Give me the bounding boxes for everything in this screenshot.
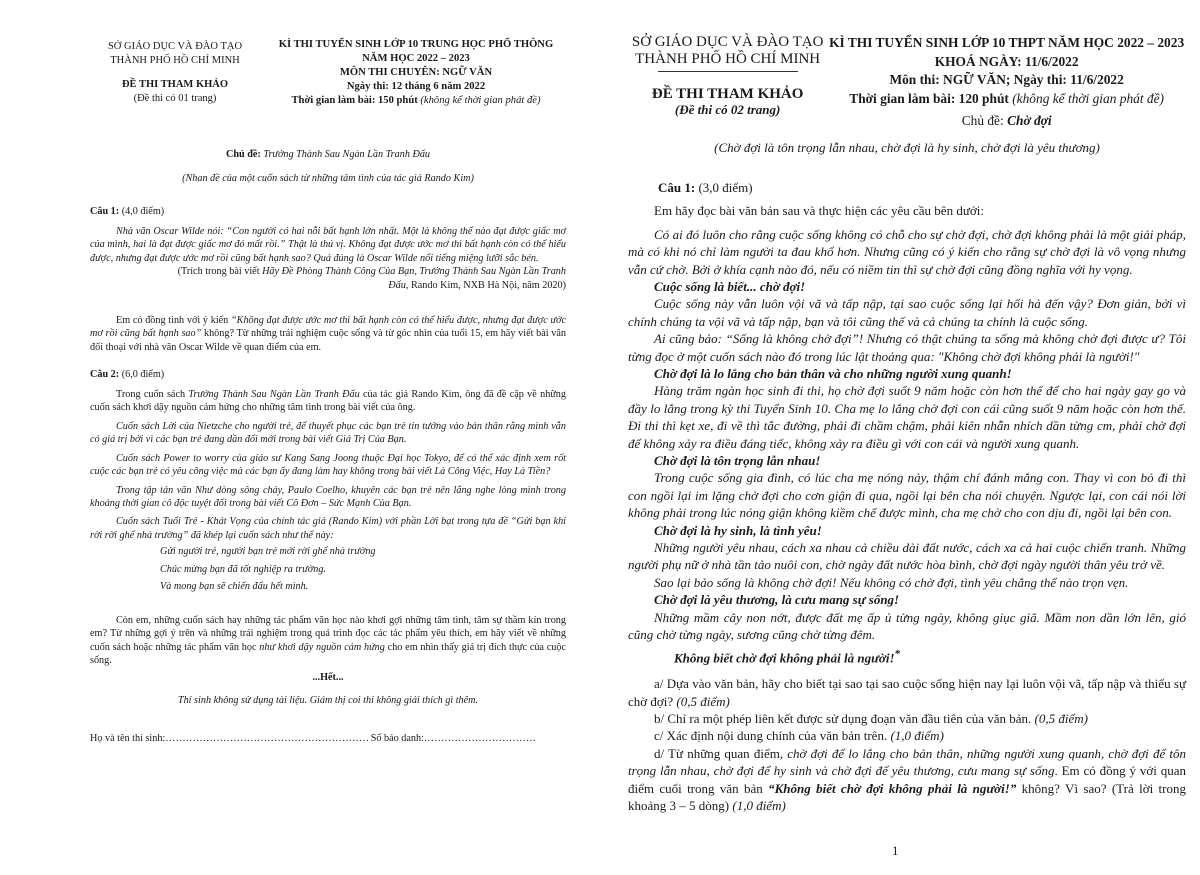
question-d-a: d/ Từ những quan điểm, xyxy=(654,745,788,761)
passage-heading-2: Chờ đợi là lo lắng cho bản thân và cho những người xung quanh! xyxy=(654,365,1012,381)
q2-poem-line3: Và mong bạn sẽ chiến đấu hết mình. xyxy=(160,581,309,593)
left-header xyxy=(90,38,566,108)
passage-para-3: Hàng trăm ngàn học sinh đi thi, họ chờ đợi suốt 9 năm hoặc còn hơn thế để cho hai ngày gay go và đầy lo lắng trong kỳ thi Tuyển Sinh 10. Cha mẹ lo lắng chờ đợi con cái cũng suốt 9 năm hoặc còn hơn thế. Đi thi thì kẹt xe, đi về thì tắc đường, phải đi chầm chậm, phải kiên nhẫn nhích dần từng cm, phải chờ đợi để không xảy ra điều đáng tiếc, không xảy ra điều gì với con cái và người xung quanh. xyxy=(628,383,1186,451)
left-header-department xyxy=(90,40,260,108)
q2-p1-a: Trong cuốn sách xyxy=(116,388,189,400)
q1-label: Câu 1: xyxy=(90,206,120,218)
passage-para-6: Sao lại bảo sống là không chờ đợi! Nếu không có chờ đợi, tình yêu chẳng thể nào trọn vẹn. xyxy=(654,574,1129,590)
passage-intro: Có ai đó luôn cho rằng cuộc sống không có chỗ cho sự chờ đợi, chờ đợi không phải là một giải pháp, mà có khi nó chỉ làm người ta đau khổ hơn. Nhưng cũng có ý kiến cho rằng sự chờ đợi là vô vọng nhưng vẫn cứ chờ. Bởi ở khía cạnh nào đó, nếu có niềm tin thì sự chờ đợi cũng đồng nghĩa với hy vọng. xyxy=(628,226,1186,277)
question-b: b/ Chỉ ra một phép liên kết được sử dụng đoạn văn đầu tiên của văn bản. xyxy=(654,711,1035,727)
question-d-quote: “Không biết chờ đợi không phải là người!” xyxy=(768,780,1017,796)
question-b-points: (0,5 điểm) xyxy=(1034,711,1088,727)
exam-title: KÌ THI TUYỂN SINH LỚP 10 THPT NĂM HỌC 2022 – 2023 xyxy=(829,35,1185,50)
candidate-number-field: Số báo danh:…………………………… xyxy=(370,732,536,744)
passage-heading-1: Cuộc sống là biết... chờ đợi! xyxy=(654,278,806,294)
right-exam-page xyxy=(600,0,1200,875)
passage-para-1: Cuộc sống này vẫn luôn vội vã và tấp nập, tại sao cuộc sống lại hối hả đến vậy? Đơn giản, bởi vì chính chúng ta vội vã và tấp nập, bạn và tôi cũng thế và cả chúng ta chính là cuộc sống. xyxy=(628,296,1186,329)
passage-heading-5: Chờ đợi là yêu thương, là cưu mang sự sống! xyxy=(654,592,900,608)
course-date: KHOÁ NGÀY: 11/6/2022 xyxy=(934,53,1079,69)
question-d-points: (1,0 điểm) xyxy=(732,798,786,814)
q2-poem-line2: Chúc mừng bạn đã tốt nghiệp ra trường. xyxy=(160,563,326,575)
exam-subject: MÔN THI CHUYÊN: NGỮ VĂN xyxy=(339,66,493,78)
exam-type: ĐỀ THI THAM KHẢO xyxy=(121,78,229,90)
question-a-points: (0,5 điểm) xyxy=(676,693,730,709)
q2-task-a: Còn em, những cuốn sách hay những tác phẩm văn học nào khơi gợi những tâm tình, tâm sự thầm kín trong em? Từ những gợi ý trên và những trải nghiệm trong quá trình đọc các tác phẩm yêu thích, em hãy viết về những cuốn sách hoặc những tác phẩm văn học xyxy=(90,614,566,653)
right-header xyxy=(628,34,1186,131)
q2-p4: Trong tập tản văn Như dòng sông chảy, Paulo Coelho, khuyên các bạn trẻ nên lắng nghe lòng mình trong khoảng thời gian cô độc tuyệt đối trong bài viết Cô Đơn – Sức Mạnh Của Bạn. xyxy=(90,484,566,510)
school-year: NĂM HỌC 2022 – 2023 xyxy=(362,52,470,64)
q1-points: (4,0 điểm) xyxy=(119,206,165,218)
exam-date: Ngày thi: 12 tháng 6 năm 2022 xyxy=(346,80,486,92)
q2-label: Câu 2: xyxy=(90,369,120,381)
q1-quote: Nhà văn Oscar Wilde nói: “Con người có hai nỗi bất hạnh lớn nhất. Một là không thể nào đạt được giấc mơ của mình, hai là đạt được giấc mơ đó mất rồi.” Thật là thú vị. Không đạt được ước mơ thì bất hạnh còn có thể hiểu được, nhưng đạt được ước mơ rồi cũng bất hạnh sao? Quả đúng là Oscar Wilde nổi tiếng miệng lưỡi sắc bén. xyxy=(90,225,566,264)
q2-p1-c: của tác giả Rando Kim, ông đã đề cập về những cuốn sách khơi dậy nguồn cảm hứng cho những tâm tình trong bài viết của ông. xyxy=(90,388,566,414)
passage-heading-3: Chờ đợi là tôn trọng lẫn nhau! xyxy=(654,453,821,468)
exam-time-note: (không kể thời gian phát đề) xyxy=(1008,90,1165,106)
q2-p3: Cuốn sách Power to worry của giáo sư Kang Sang Joong thuộc Đại học Tokyo, để có thể xác định xem rốt cuộc các bạn trẻ có yêu công việc mà các bạn ấy đang làm hay không trong bài viết Là Công Việc, Hay Là Tiền? xyxy=(90,452,566,478)
q2-p2: Cuốn sách Lời của Nietzche cho người trẻ, để thuyết phục các bạn trẻ tin tưởng vào bản thân rằng mình vẫn có giá trị bởi vì các bạn trẻ đang dần đổi mới trong bài viết Giá Trị Của Bạn. xyxy=(90,420,566,446)
page-count: (Đề thi có 02 trang) xyxy=(674,101,781,117)
q1-source-b: Hãy Đề Phòng Thành Công Của Bạn, Trưởng Thành Sau Ngàn Lần Tranh Đấu xyxy=(262,266,566,291)
end-mark: ...Hết... xyxy=(312,671,344,683)
dept-line1: SỞ GIÁO DỤC VÀ ĐÀO TẠO xyxy=(631,34,824,50)
exam-title: KÌ THI TUYỂN SINH LỚP 10 TRUNG HỌC PHỔ THÔNG xyxy=(278,39,554,50)
topic: Chờ đợi xyxy=(1007,113,1052,128)
question-c: c/ Xác định nội dung chính của văn bản trên. xyxy=(654,728,891,744)
q2-p5: Cuốn sách Tuổi Trẻ - Khát Vọng của chính tác giả (Rando Kim) với phần Lời bạt trong tựa đề “Gửi bạn khi rời rời ghế nhà trường” đã khép lại cuốn sách như thế này: xyxy=(90,516,566,541)
exam-time-note: (không kể thời gian phát đề) xyxy=(417,94,541,106)
passage-para-4: Trong cuộc sống gia đình, có lúc cha mẹ nóng nảy, thậm chí đánh mắng con. Thay vì con bỏ đi thì con ngồi lại im lặng chờ đợi cho cơn giận đi qua, ngồi lại bên cha nói chuyện. Ngược lại, con cái nói lời không phải trong lúc nóng giận không kiềm chế được mình, cha mẹ chờ cho con dịu đi, ngồi lại bên con. xyxy=(628,470,1186,521)
question-d-c: . Em có đồng ý với quan điểm cuối trong văn bản xyxy=(628,763,1186,796)
passage-heading-4: Chờ đợi là hy sinh, là tình yêu! xyxy=(654,522,822,538)
dept-line1: SỞ GIÁO DỤC VÀ ĐÀO TẠO xyxy=(107,41,243,52)
q1-intro: Em hãy đọc bài văn bản sau và thực hiện các yêu cầu bên dưới: xyxy=(654,203,984,219)
right-header-department xyxy=(628,34,827,131)
page-count: (Đề thi có 01 trang) xyxy=(133,92,217,104)
question-d-b: chờ đợi để lo lắng cho bản thân, những người xung quanh, chờ đợi để tôn trọng lẫn nhau, chờ đợi để hy sinh và chờ đợi để yêu thương, cưu mang sự sống xyxy=(628,745,1186,779)
topic-note: (Nhan đề của một cuốn sách từ những tâm tình của tác giả Rando Kim) xyxy=(182,172,474,184)
candidate-name-field: Họ và tên thí sinh:…………………………………………………… xyxy=(90,732,370,744)
subject-date: Môn thi: NGỮ VĂN; Ngày thi: 11/6/2022 xyxy=(889,72,1124,87)
dept-line2: THÀNH PHỐ HỒ CHÍ MINH xyxy=(635,51,821,68)
q1-label: Câu 1: xyxy=(658,179,696,195)
dept-line2: THÀNH PHỐ HỒ CHÍ MINH xyxy=(110,54,240,66)
q2-task-c: cho em nhìn thấy giá trị đích thực của cuộc sống. xyxy=(90,641,566,667)
q2-points: (6,0 điểm) xyxy=(119,369,165,381)
exam-note: Thí sinh không sử dụng tài liệu. Giám thị coi thi không giải thích gì thêm. xyxy=(177,695,479,707)
question-d-e: không? Vì sao? (Trả lời trong khoảng 3 – 5 dòng) xyxy=(628,780,1187,814)
right-header-exam-info xyxy=(827,34,1186,131)
passage-para-2: Ai cũng bảo: “Sống là không chờ đợi”! Nhưng có thật chúng ta sống mà không chờ đợi được ư? Tôi từng đọc ở một cuốn sách nào đó trong lúc lật thoảng qua: "Không chờ đợi không phải là người!" xyxy=(628,331,1186,364)
topic-label: Chủ đề: xyxy=(961,113,1008,128)
q2-poem-line1: Gửi người trẻ, người bạn trẻ mới rời ghế nhà trường xyxy=(160,546,376,558)
topic: Trưởng Thành Sau Ngàn Lần Tranh Đấu xyxy=(263,149,431,161)
q1-source-a: (Trích trong bài viết xyxy=(177,266,263,278)
q1-task-b: “Không đạt được ước mơ thì bất hạnh còn có thể hiểu được, nhưng đạt được ước mơ rồi cũng bất hạnh sao” xyxy=(90,315,566,340)
exam-time: Thời gian làm bài: 150 phút xyxy=(291,94,418,106)
q2-task-b: như khơi dậy nguồn cảm hứng xyxy=(259,641,385,653)
exam-time: Thời gian làm bài: 120 phút xyxy=(849,90,1009,106)
closing-mark: * xyxy=(894,648,900,661)
exam-type: ĐỀ THI THAM KHẢO xyxy=(651,85,804,102)
question-a: a/ Dựa vào văn bản, hãy cho biết tại sao tại sao cuộc sống hiện nay lại luôn vội vã, tấp nập và thiếu sự chờ đợi? xyxy=(628,676,1186,709)
question-c-points: (1,0 điểm) xyxy=(890,728,944,744)
passage-closing: Không biết chờ đợi không phải là người! xyxy=(674,650,895,666)
topic-label: Chủ đề: xyxy=(225,149,261,161)
page-number: 1 xyxy=(892,843,899,858)
passage-para-7: Những mầm cây non nớt, được đất mẹ ấp ủ từng ngày, không giục giã. Mầm non dần lớn lên, gió cũng chờ từng ngày, sương cũng chờ từng đêm. xyxy=(628,609,1186,643)
q2-p1-b: Trưởng Thành Sau Ngàn Lần Tranh Đấu xyxy=(188,388,360,400)
q1-points: (3,0 điểm) xyxy=(695,179,753,195)
q1-task-c: không? Từ những trải nghiệm cuộc sống và từ góc nhìn của tuổi 15, em hãy viết bài văn đối thoại với nhà văn Oscar Wilde về quan điểm của em. xyxy=(90,328,567,353)
passage-para-5: Những người yêu nhau, cách xa nhau cả chiều dài đất nước, cách xa cả hai cuộc chiến tranh. Những người phụ nữ ở nhà tần tảo nuôi con, chờ ngày đất nước hòa bình, chờ đợi ngày người thân yêu trở về. xyxy=(628,540,1186,573)
q1-source-c: , Rando Kim, NXB Hà Nội, năm 2020) xyxy=(405,279,566,291)
q1-task-a: Em có đồng tình với ý kiến xyxy=(116,315,231,327)
left-header-exam-info xyxy=(266,38,566,108)
topic-note: (Chờ đợi là tôn trọng lẫn nhau, chờ đợi là hy sinh, chờ đợi là yêu thương) xyxy=(714,139,1100,155)
